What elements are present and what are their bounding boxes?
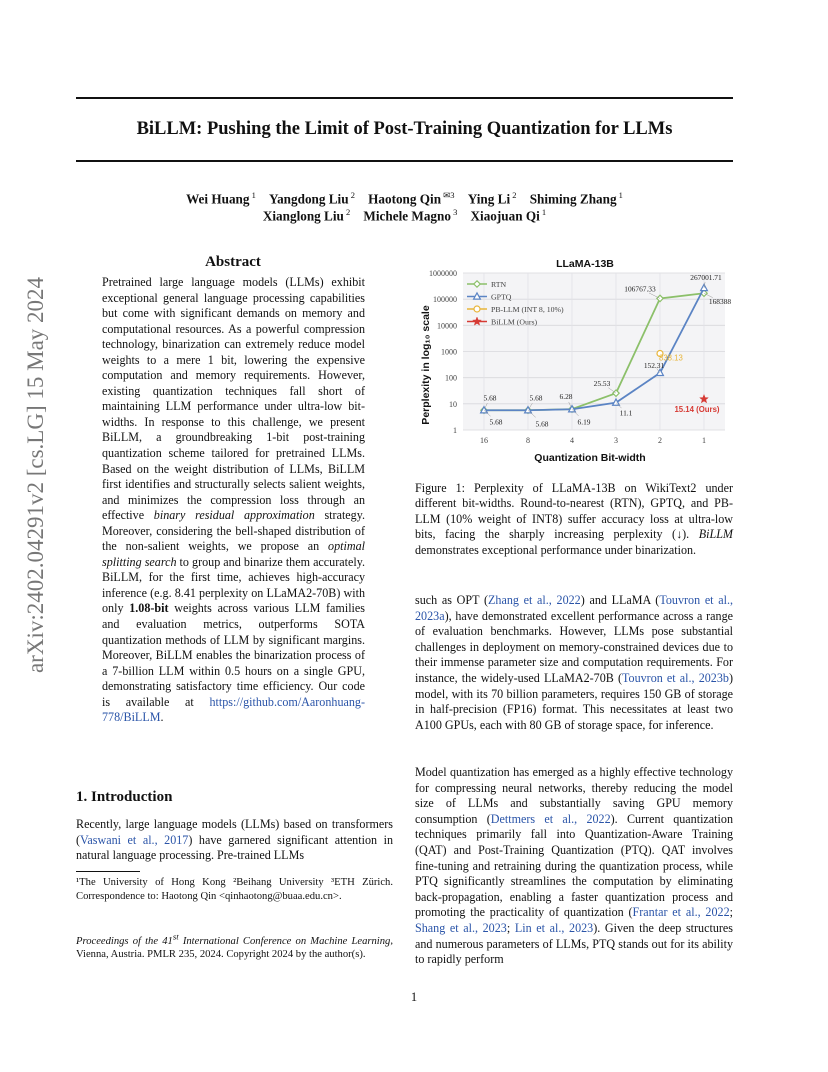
x-tick-label: 4: [570, 436, 574, 445]
data-label: 5.68: [529, 393, 543, 403]
x-tick-label: 1: [702, 436, 706, 445]
citation-link[interactable]: Touvron et al., 2023a: [415, 593, 734, 623]
citation-link[interactable]: Touvron et al., 2023b: [621, 670, 729, 685]
legend-label: GPTQ: [491, 292, 512, 302]
abstract-strong: 1.08-bit: [129, 601, 169, 616]
abstract-emphasis: optimal splitting search: [102, 539, 365, 569]
data-label: 106767.33: [624, 284, 656, 294]
author-name: Wei Huang: [186, 191, 250, 207]
data-label: 6.19: [577, 417, 591, 427]
author-affiliation: 1: [539, 207, 547, 217]
abstract-heading: Abstract: [205, 254, 261, 270]
abstract-body: Pretrained large language models (LLMs) exhibit exceptional general language processing capabilities but come with significant demands on memory and computational resources. As a powerful compression technology, binarization can extremely reduce model weights to a mere 1 bit, lowering the expensive computation and memory requirements. However, existing quantization techniques fall short of maintaining LLM performance under ultra-low bit-widths. In response to this challenge, we present BiLLM, a groundbreaking 1-bit post-training quantization scheme tailored for pretrained LLMs. Based on the weight distribution of LLMs, BiLLM first identifies and structurally selects salient weights, and minimizes the compression loss through an effective binary residual approximation strategy. Moreover, considering the bell-shaped distribution of the non-salient weights, we propose an optimal splitting search to group and binarize them accurately. BiLLM, for the first time, achieves high-accuracy inference (e.g. 8.41 perplexity on LLaMA2-70B) with only 1.08-bit weights across various LLM families and evaluation metrics, outperforms SOTA quantization methods of LLM by significant margins. Moreover, BiLLM enables the binarization process of a 7-billion LLM within 0.5 hours on a single GPU, demonstrating satisfactory time efficiency. Our code is available at https://github.com/Aaronhuang-778/BiLLM.: [102, 275, 365, 725]
author-name: Xiaojuan Qi: [470, 208, 540, 224]
author-name: Yangdong Liu: [269, 191, 349, 207]
author-name: Michele Magno: [363, 208, 451, 224]
author-name: Haotong Qin: [368, 191, 442, 207]
chart-ylabel: Perplexity in log₁₀ scale: [420, 305, 432, 425]
author-affiliation: 3: [450, 207, 458, 217]
data-label: 5.68: [489, 417, 503, 427]
y-tick-label: 100: [445, 373, 457, 383]
author-affiliation: 2: [343, 207, 351, 217]
right-paragraph-1: such as OPT (Zhang et al., 2022) and LLaMA (Touvron et al., 2023a), have demonstrated excellent performance across a range of evaluation benchmarks. However, LLMs pose substantial challenges in deployment on memory-constrained devices due to their immense parameter size and computation requirements. For instance, the widely-used LLaMA2-70B (Touvron et al., 2023b) model, with its 70 billion parameters, requires 150 GB of storage in half-precision (FP16) format. This necessitates at least two A100 GPUs, each with 80 GB of storage space, for inference.: [415, 593, 734, 732]
data-label: 5.68: [535, 419, 549, 429]
citation-link[interactable]: Shang et al., 2023: [415, 920, 507, 935]
citation-link[interactable]: Zhang et al., 2022: [488, 593, 581, 607]
intro-paragraph: Recently, large language models (LLMs) based on transformers (Vaswani et al., 2017) have garnered significant attention in natural language processing. Pre-trained LLMs: [76, 817, 393, 863]
authors-line-1: [76, 190, 733, 207]
data-label: 6.28: [559, 392, 573, 402]
author-affiliation: 2: [510, 190, 517, 200]
data-label: 15.14 (Ours): [674, 405, 720, 415]
data-label: 25.53: [593, 379, 611, 389]
abstract-emphasis: binary residual approximation: [153, 508, 315, 523]
figure-caption: Figure 1: Perplexity of LLaMA-13B on WikiText2 under different bit-widths. Round-to-nearest (RTN), GPTQ, and PB-LLM (10% weight of INT8) suffer accuracy loss at ultra-low bits, facing the sharply increasing perplexity (↓). BiLLM demonstrates exceptional performance under binarization.: [415, 481, 733, 557]
footnote-rule: [76, 871, 140, 872]
intro-heading: 1. Introduction: [76, 789, 173, 805]
authors-line-2: [76, 207, 733, 224]
citation-link[interactable]: Frantar et al., 2022: [632, 905, 730, 920]
page-number: 1: [410, 990, 418, 1004]
legend-label: BiLLM (Ours): [491, 317, 538, 327]
x-tick-label: 16: [480, 436, 488, 445]
citation-link[interactable]: Dettmers et al., 2022: [490, 811, 611, 826]
data-label: 267001.71: [690, 273, 722, 283]
y-tick-label: 100000: [433, 295, 457, 305]
author-name: Shiming Zhang: [529, 191, 617, 207]
y-tick-label: 10000: [437, 321, 457, 331]
top-rule: [76, 97, 733, 99]
legend-label: PB-LLM (INT 8, 10%): [491, 305, 564, 314]
x-tick-label: 2: [658, 436, 662, 445]
author-affiliation: 1: [616, 190, 623, 200]
author-affiliation: 1: [249, 190, 256, 200]
legend-label: RTN: [491, 280, 507, 289]
title-rule: [76, 160, 733, 162]
x-tick-label: 8: [526, 436, 530, 445]
author-name: Xianglong Liu: [262, 208, 344, 224]
proceedings-note: Proceedings of the 41st International Conference on Machine Learning, Vienna, Austria. PMLR 235, 2024. Copyright 2024 by the author(s).: [76, 931, 393, 961]
y-tick-label: 1: [453, 426, 457, 435]
paper-title: BiLLM: Pushing the Limit of Post-Training Quantization for LLMs: [136, 119, 673, 139]
chart-title: LLaMA-13B: [556, 258, 614, 270]
chart-xlabel: Quantization Bit-width: [534, 452, 646, 464]
code-link[interactable]: https://github.com/Aaronhuang-778/BiLLM: [102, 694, 365, 725]
y-tick-label: 10: [449, 399, 457, 409]
data-point: [474, 306, 480, 312]
affiliation-footnote: ¹The University of Hong Kong ²Beihang University ³ETH Zürich. Correspondence to: Haotong Qin <qinhaotong@buaa.edu.cn>.: [76, 877, 393, 902]
data-label: 838.13: [659, 353, 683, 363]
author-affiliation: ✉3: [441, 190, 455, 200]
data-label: 168388: [708, 297, 732, 307]
y-tick-label: 1000000: [429, 269, 457, 278]
citation-link[interactable]: Vaswani et al., 2017: [80, 832, 189, 847]
right-paragraph-2: Model quantization has emerged as a highly effective technology for compressing neural networks, thereby reducing the model size of LLMs and substantially saving GPU memory consumption (Dettmers et al., 2022). Current quantization techniques primarily fall into Quantization-Aware Training (QAT) and Post-Training Quantization (PTQ). QAT involves fine-tuning and retraining during the quantization process, while PTQ significantly streamlines the computation by eliminating back-propagation, enabling a faster quantization process and promoting the practicality of quantization (Frantar et al., 2022; Shang et al., 2023; Lin et al., 2023). Given the deep structures and numerous parameters of LLMs, PTQ stands out for its ability to rapidly perform: [415, 765, 733, 967]
arxiv-identifier[interactable]: arXiv:2402.04291v2 [cs.LG] 15 May 2024: [23, 276, 48, 674]
y-tick-label: 1000: [441, 347, 457, 357]
citation-link[interactable]: Lin et al., 2023: [514, 920, 594, 935]
author-name: Ying Li: [467, 191, 511, 207]
data-label: 5.68: [483, 393, 497, 403]
perplexity-chart: [413, 255, 733, 470]
data-label: 11.1: [619, 408, 633, 418]
author-affiliation: 2: [348, 190, 355, 200]
x-tick-label: 3: [614, 436, 618, 445]
data-label: 152.31: [643, 360, 665, 370]
